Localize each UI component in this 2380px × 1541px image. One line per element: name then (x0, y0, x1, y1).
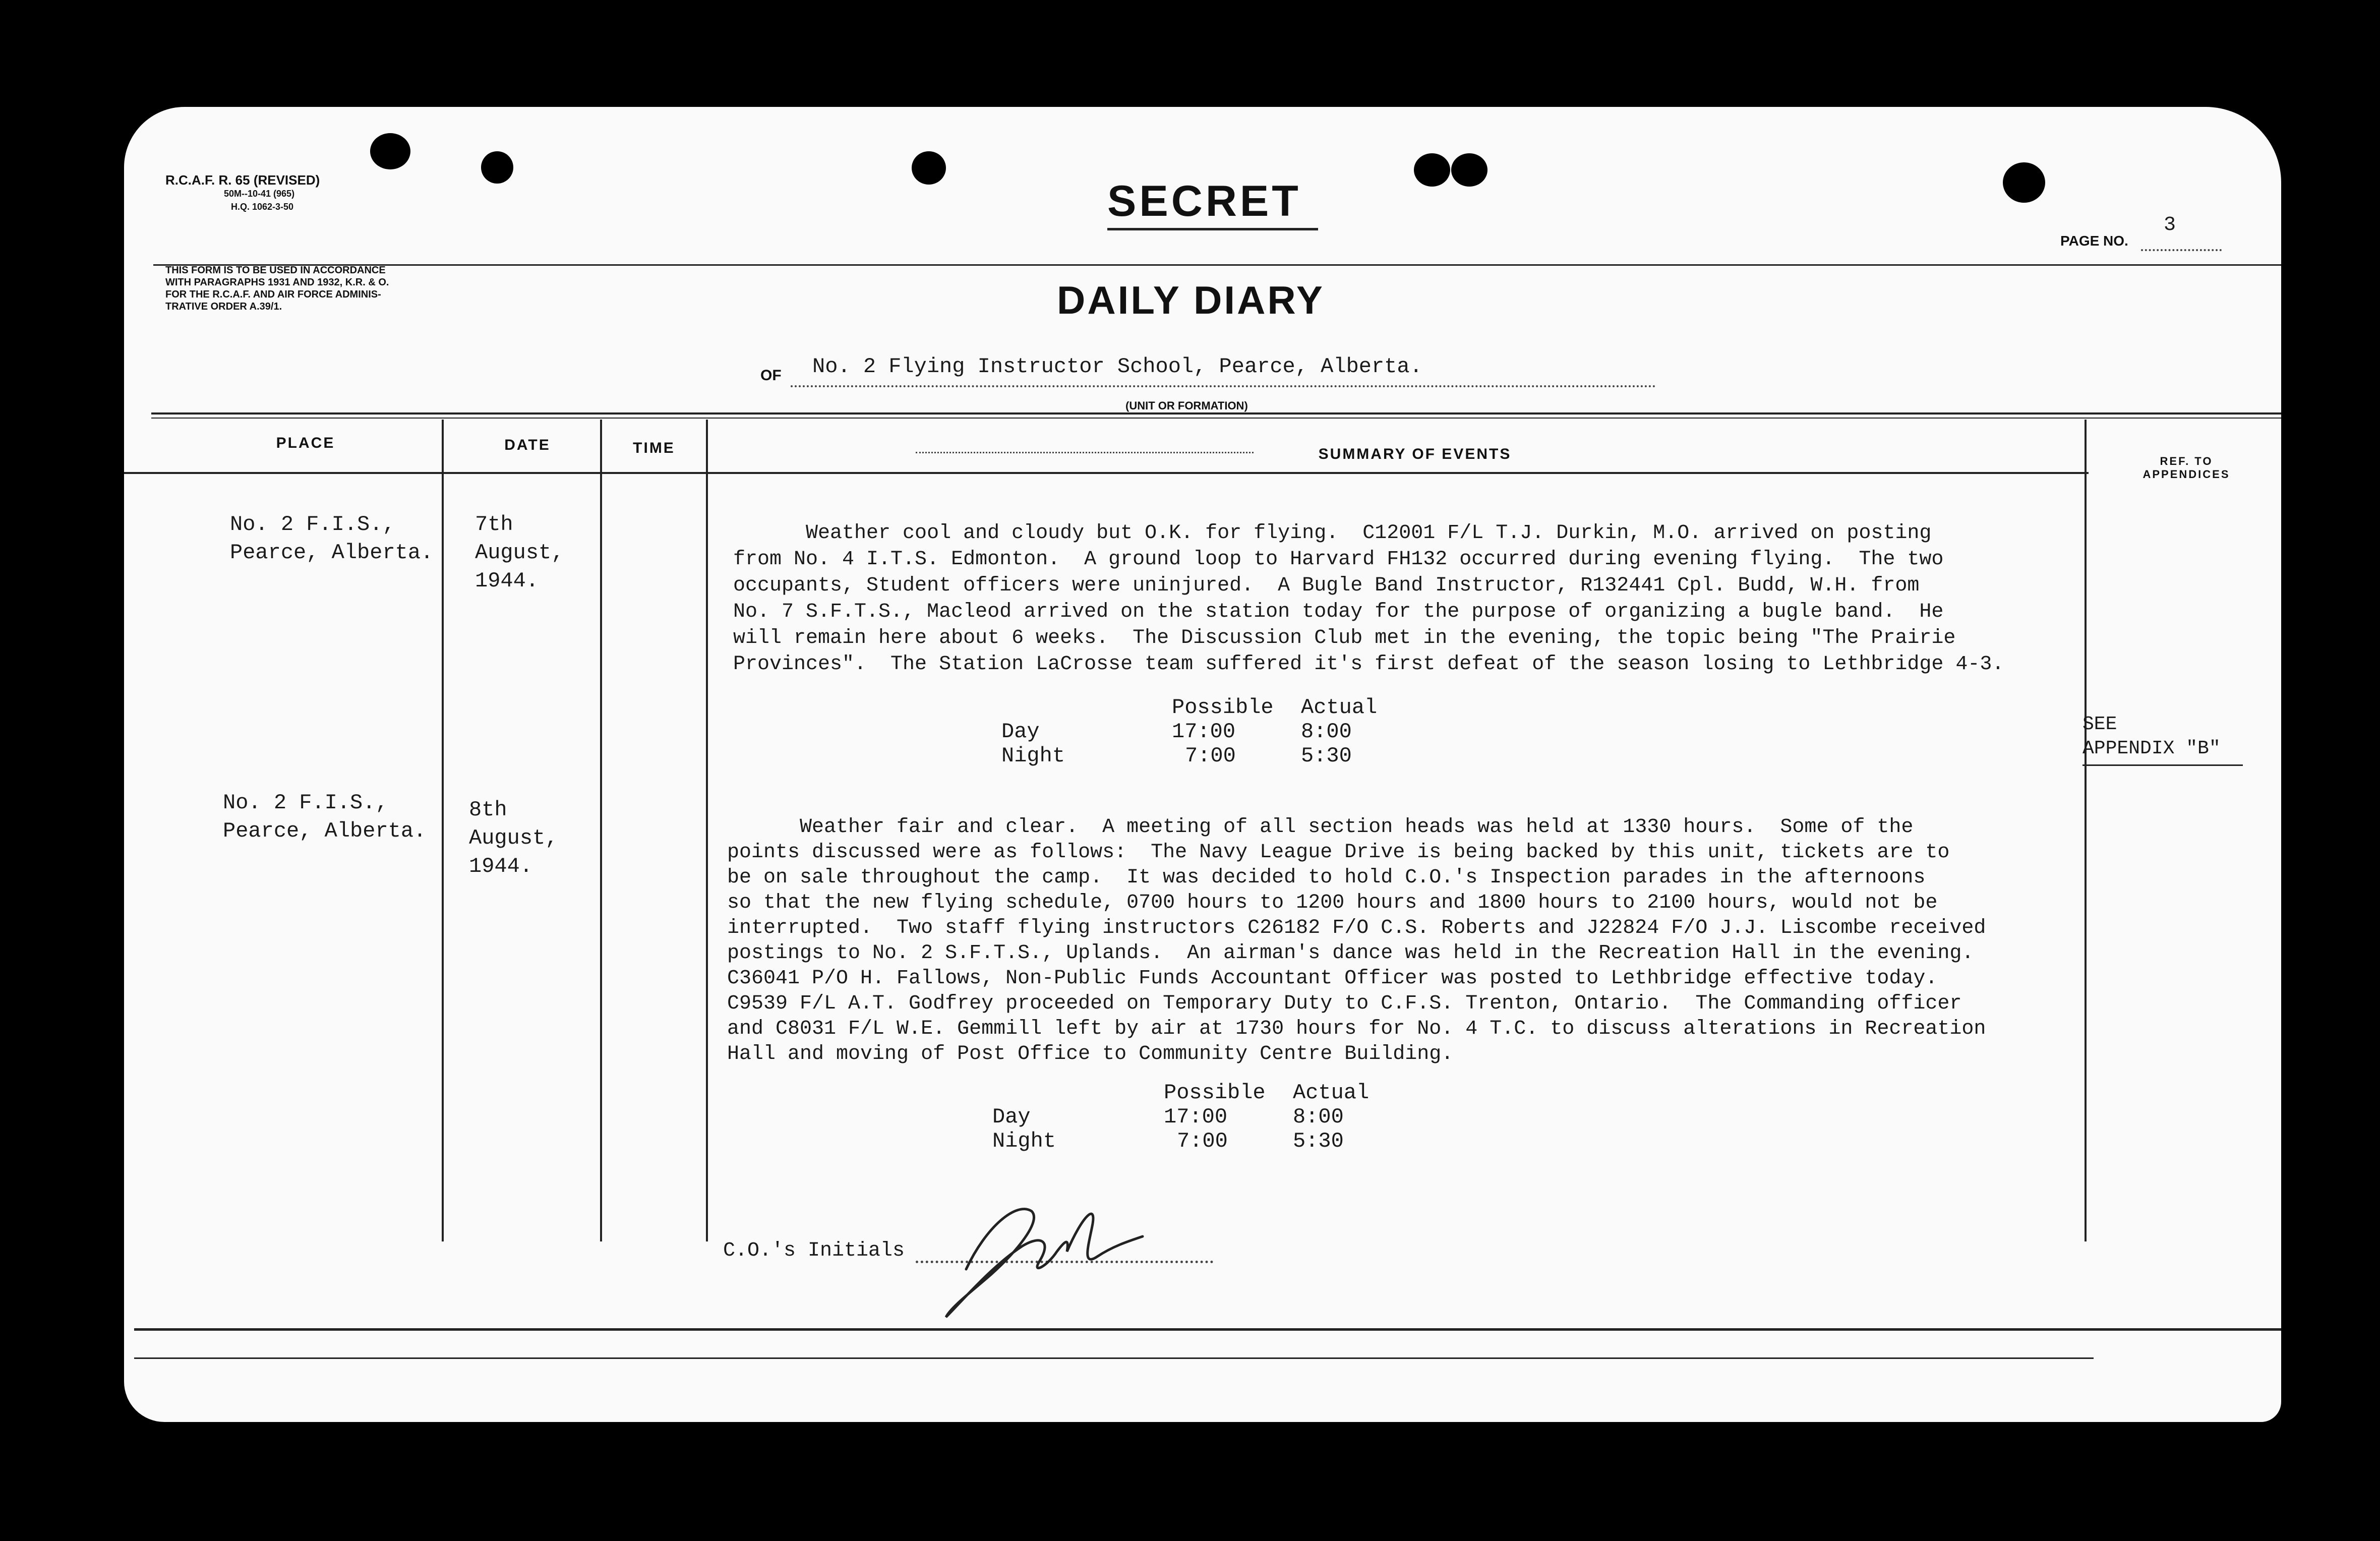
column-divider (600, 420, 602, 1241)
entry-place: No. 2 F.I.S., Pearce, Alberta. (223, 791, 427, 843)
hours-possible-label: Possible (1172, 695, 1274, 720)
initials-label: C.O.'s Initials (723, 1239, 905, 1262)
unit-caption: (UNIT OR FORMATION) (1125, 399, 1248, 412)
table-bottom-rule (134, 1357, 2094, 1359)
instructions-line: TRATIVE ORDER A.39/1. (165, 301, 282, 312)
unit-underline (791, 385, 1656, 387)
hours-actual-label: Actual (1301, 695, 1378, 720)
entry-date: 7th August, 1944. (475, 512, 564, 593)
punch-hole (1414, 153, 1450, 187)
entry-date: 8th August, 1944. (469, 798, 558, 878)
page-title: DAILY DIARY (1057, 278, 1325, 322)
column-header-time: TIME (633, 440, 675, 456)
hours-day-possible: 17:00 (1172, 720, 1236, 744)
diary-form-card (124, 107, 2281, 1422)
hours-actual-label: Actual (1293, 1081, 1370, 1105)
entry-place: No. 2 F.I.S., Pearce, Alberta. (230, 512, 434, 565)
hours-day-actual: 8:00 (1301, 720, 1352, 744)
hours-day-actual: 8:00 (1293, 1105, 1344, 1129)
appendix-underline (2082, 764, 2243, 766)
hours-day-label: Day (1001, 720, 1040, 744)
column-header-summary: SUMMARY OF EVENTS (1318, 446, 1512, 462)
punch-hole (1451, 153, 1488, 187)
classification-stamp: SECRET (1107, 177, 1301, 225)
hours-day-label: Day (992, 1105, 1031, 1129)
hours-night-actual: 5:30 (1301, 744, 1352, 768)
instructions-line: WITH PARAGRAPHS 1931 AND 1932, K.R. & O. (165, 277, 389, 288)
appendix-ref: SEE (2082, 714, 2117, 735)
table-top-rule (151, 412, 2281, 414)
entry-summary: Weather fair and clear. A meeting of all section heads was held at 1330 hours. Some of the points discussed were as follows: The Navy League Drive is being backed by this unit, tickets are to be on sale throughout the camp. It was decided to hold C.O.'s Inspection parades in the afternoons so that the new flying schedule, 0700 hours to 1200 hours and 1800 hours to 2100 hours, would not be interrupted. Two staff flying instructors C26182 F/O C.S. Roberts and J22824 F/O J.J. Liscombe received postings to No. 2 S.F.T.S., Uplands. An airman's dance was held in the Recreation Hall in the evening. C36041 P/O H. Fallows, Non-Public Funds Accountant Officer was posted to Lethbridge effective today. C9539 F/L A.T. Godfrey proceeded on Temporary Duty to C.F.S. Trenton, Ontario. The Commanding officer and C8031 F/L W.E. Gemmill left by air at 1730 hours for No. 4 T.C. to discuss alterations in Recreation Hall and moving of Post Office to Community Centre Building. (727, 816, 1986, 1065)
table-header-rule (124, 472, 2089, 474)
hours-night-label: Night (992, 1129, 1056, 1153)
column-divider (2085, 420, 2087, 1241)
instructions-line: THIS FORM IS TO BE USED IN ACCORDANCE (165, 265, 386, 276)
print-code: 50M--10-41 (965) (224, 189, 295, 199)
punch-hole (370, 133, 410, 169)
header-rule (153, 264, 2281, 266)
hours-day-possible: 17:00 (1164, 1105, 1228, 1129)
page-number: 3 (2164, 214, 2176, 236)
form-number: R.C.A.F. R. 65 (REVISED) (165, 172, 320, 188)
print-code: H.Q. 1062-3-50 (231, 202, 294, 212)
punch-hole (912, 151, 946, 185)
of-label: OF (760, 367, 782, 384)
column-header-ref: REF. TO (2160, 455, 2213, 467)
hours-possible-label: Possible (1164, 1081, 1266, 1105)
hours-night-actual: 5:30 (1293, 1129, 1344, 1153)
entry-summary: Weather cool and cloudy but O.K. for flying. C12001 F/L T.J. Durkin, M.O. arrived on posting from No. 4 I.T.S. Edmonton. A ground loop to Harvard FH132 occurred during evening flying. The two occupants, Student officers were uninjured. A Bugle Band Instructor, R132441 Cpl. Budd, W.H. from No. 7 S.F.T.S., Macleod arrived on the station today for the purpose of organizing a bugle band. He will remain here about 6 weeks. The Discussion Club met in the evening, the topic being "The Prairie Provinces". The Station LaCrosse team suffered it's first defeat of the season losing to Lethbridge 4-3. (733, 522, 2004, 676)
table-bottom-rule (134, 1328, 2281, 1331)
appendix-ref: APPENDIX "B" (2082, 738, 2221, 759)
page-label: PAGE NO. (2060, 233, 2128, 249)
classification-underline (1107, 228, 1318, 230)
instructions-line: FOR THE R.C.A.F. AND AIR FORCE ADMINIS- (165, 289, 381, 300)
column-divider (442, 420, 444, 1241)
column-divider (706, 420, 708, 1241)
summary-header-dots (916, 452, 1254, 453)
table-top-rule (151, 418, 2281, 419)
column-header-ref: APPENDICES (2143, 468, 2230, 481)
punch-hole (481, 151, 513, 184)
punch-hole (2003, 162, 2045, 203)
column-header-date: DATE (504, 437, 551, 453)
unit-name: No. 2 Flying Instructor School, Pearce, Alberta. (812, 354, 1422, 379)
hours-night-possible: 7:00 (1177, 1129, 1228, 1153)
hours-night-label: Night (1001, 744, 1065, 768)
page-number-line (2141, 249, 2222, 251)
hours-night-possible: 7:00 (1185, 744, 1236, 768)
co-signature (931, 1166, 1203, 1327)
column-header-place: PLACE (276, 435, 335, 451)
